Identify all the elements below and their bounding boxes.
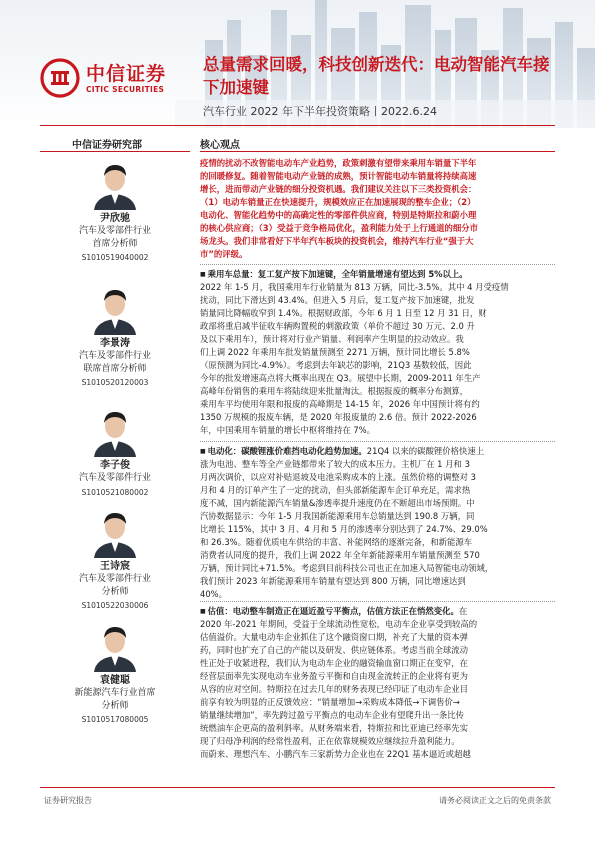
analyst-role: 汽车及零部件行业	[78, 351, 151, 361]
body-line: 高峰年份销售的乘用车将陆续迎来批量淘汰。根据报废的概率分布测算，	[200, 386, 468, 396]
analyst-photo	[92, 508, 138, 558]
analyst-name: 尹欣驰	[100, 213, 130, 224]
body-line: （原预测为同比-4.9%）。考虑到去年缺芯的影响，21Q3 基数较低，因此	[200, 360, 472, 370]
analyst-card	[40, 508, 190, 612]
body-line: 销量同比降幅收窄到 1.4%。根据财政部，今年 6 月 1 日至 12 月 31 日，财	[200, 308, 487, 318]
body-line: 乘用车平均使用年限和报废的高峰期是 14-15 年，2026 年中国预计将有约	[200, 399, 480, 409]
analyst-photo	[92, 622, 138, 672]
analyst-name: 王诗宸	[100, 561, 130, 572]
body-line: 及以下乘用车），预计将对行业产销量、利润率产生明显的拉动效应。我	[200, 334, 464, 344]
summary-line: 的回暖修复。随着智能电动产业链的成熟，预计智能电动车销量将持续高速	[200, 171, 477, 181]
analyst-name: 袁健聪	[100, 675, 130, 686]
body-line: 我们预计 2023 年新能源乘用车销量有望达到 800 万辆，同比增速达到	[200, 576, 466, 586]
body-line: 和 26.3%。随着优质电车供给的丰富、补能网络的逐渐完备，和新能源车	[200, 537, 473, 547]
body-line: 经营层面率先实现电动车业务盈亏平衡和自由现金流转正的企业将有更为	[200, 671, 468, 681]
analyst-role: 汽车及零部件行业	[78, 574, 151, 584]
body-line: 现了归母净利润的经常性盈利，正在依靠规模效应继续拉升盈利能力。	[200, 736, 460, 746]
body-line: 药，同时也扩充了自己的产能以及研发、供应链体系。考虑当前全球流动	[200, 645, 468, 655]
body-line: 估值溢价。大量电动车企业抓住了这个融资窗口期，补充了大量的资本弹	[200, 632, 468, 642]
body-line: 今年的批发增速高点将大概率出现在 Q3。展望中长期，2009-2011 年生产	[200, 373, 481, 383]
analyst-role: 汽车及零部件行业	[78, 473, 151, 483]
body-line: 前享有较为明显的正反馈效应：“销量增加→采购成本降低→下调售价→	[200, 697, 460, 707]
summary-line: 疫情的扰动不改智能电动车产业趋势，政策刺激有望带来乘用车销量下半年	[200, 158, 477, 168]
header-divider	[40, 125, 555, 126]
section-passenger-volume	[200, 268, 555, 437]
citic-logo	[40, 58, 166, 98]
research-dept-heading: 中信证券研究部	[72, 140, 142, 151]
body-line: 政部将重启减半征收车辆购置税的刺激政策（单价不超过 30 万元、2.0 升	[200, 321, 475, 331]
body-line: 们上调 2022 年乘用车批发销量预测至 2271 万辆，预计同比增长 5.8%	[200, 347, 470, 357]
body-line: 统燃油车企更高的盈利斜率。从财务端来看，特斯拉和比亚迪已经率先实	[200, 723, 468, 733]
summary-line: 电动化、智能化趋势中的高确定性的零部件供应商，特别是特斯拉和蔚小理	[200, 210, 477, 220]
analyst-name: 李景涛	[100, 338, 130, 349]
analyst-title: 分析师	[101, 700, 129, 711]
body-line: 从容的应对空间。特斯拉在过去几年的财务表现已经印证了电动车企业目	[200, 684, 468, 694]
right-column-divider	[200, 151, 555, 152]
section-lead: 电动化：碳酸锂涨价难挡电动化趋势加速。	[207, 446, 367, 456]
section-electrification	[200, 445, 555, 601]
footer-report-type: 证券研究报告	[44, 796, 92, 805]
section-divider	[200, 264, 555, 265]
analyst-name: 李子俊	[100, 460, 130, 471]
body-line: 21Q4 以来的碳酸锂价格快速上	[366, 446, 485, 456]
analyst-title: 联席首席分析师	[83, 363, 147, 374]
section-lead: 乘用车总量：复工复产按下加速键，全年销量增速有望达到 5%以上。	[207, 269, 468, 279]
analyst-photo	[92, 285, 138, 335]
analyst-title: 首席分析师	[92, 238, 138, 249]
footer-divider	[40, 787, 555, 788]
summary-paragraph	[200, 157, 555, 261]
summary-line: 的核心供应商；（3）受益于竞争格局优化，盈利能力处于上行通道的细分市	[200, 223, 479, 233]
analyst-license-id: S1010520120003	[81, 378, 149, 387]
analyst-card	[40, 407, 190, 499]
bullet-square-icon: ■	[200, 608, 206, 615]
report-title: 总量需求回暖，科技创新迭代：电动智能汽车接下加速键	[203, 55, 550, 97]
core-views-heading: 核心观点	[200, 140, 240, 151]
left-column-divider	[40, 151, 190, 152]
body-line: 度不减，国内新能源汽车销量&渗透率提升速度仍在不断超出市场预期。中	[200, 498, 475, 508]
citic-logo-mark-icon	[40, 58, 80, 98]
body-line: 比增长 115%，其中 3 月、4 月和 5 月的渗透率分别达到了 24.7%、29.0%	[200, 524, 488, 534]
body-line: 性正处于收紧进程，我们认为电动车企业的融资输血窗口期正在变窄，在	[200, 658, 468, 668]
section-lead: 估值：电动整车制造正在逼近盈亏平衡点，估值方法正在悄然变化。	[207, 606, 459, 616]
analyst-role: 汽车及零部件行业	[78, 226, 151, 236]
section-divider	[200, 441, 555, 442]
summary-line: （1）电动车销量正在快速提升，规模效应正在加速展现的整车企业；（2）	[200, 197, 476, 207]
analyst-card	[40, 285, 190, 389]
report-subtitle: 汽车行业 2022 年下半年投资策略丨2022.6.24	[203, 105, 437, 118]
body-line: 1350 万规模的报废车辆，是 2020 年报废量的 2.6 倍。预计 2022-2026	[200, 412, 477, 422]
body-line: 月和 4 月的订单产生了一定的扰动，但头部新能源车企订单充足，需求热	[200, 485, 471, 495]
analyst-role: 新能源汽车行业首席	[74, 688, 156, 698]
section-valuation	[200, 605, 555, 761]
analyst-card	[40, 160, 190, 264]
body-line: 2022 年 1-5 月，我国乘用车行业销量为 813 万辆，同比-3.5%。其中 4 月受疫情	[200, 282, 509, 292]
summary-line: 市”的评级。	[200, 249, 248, 259]
analyst-card	[40, 622, 190, 726]
footer-disclaimer-note: 请务必阅读正文之后的免责条款	[439, 796, 551, 805]
body-line: 消费者认同度的提升，我们上调 2022 年全年新能源乘用车销量预测至 570	[200, 550, 480, 560]
analyst-license-id: S1010517080005	[81, 715, 149, 724]
body-line: 万辆，预计同比+71.5%。考虑到目前科技公司也正在加速入局智能电动领域，	[200, 563, 494, 573]
logo-chinese-name: 中信证券	[86, 62, 167, 85]
body-line: 2020 年-2021 年期间，受益于全球流动性宽松，电动车企业享受到较高的	[200, 619, 478, 629]
body-line: 销量继续增加”，率先跨过盈亏平衡点的电动车企业有望爬升出一条比传	[200, 710, 464, 720]
analyst-title: 分析师	[101, 586, 129, 597]
analyst-photo	[92, 160, 138, 210]
bullet-square-icon: ■	[200, 448, 206, 455]
body-line: 月两次调价，以应对补贴退坡及电池采购成本的上涨。虽然价格的调整对 3	[200, 472, 476, 482]
logo-english-name: CITIC SECURITIES	[86, 84, 165, 94]
analyst-license-id: S1010521080002	[81, 487, 149, 497]
section-divider	[200, 601, 555, 602]
body-line: 40%。	[200, 589, 227, 599]
body-line: 涨为电池、整车等全产业链都带来了较大的成本压力。主机厂在 1 月和 3	[200, 459, 470, 469]
analyst-license-id: S1010522030006	[81, 601, 149, 610]
body-line: 年，中国乘用车销量的增长中枢将维持在 7%。	[200, 425, 376, 435]
body-line: 汽协数据显示：今年 1-5 月我国新能源乘用车总销量达到 190.8 万辆，同	[200, 511, 475, 521]
summary-line: 场龙头。我们非常看好下半年汽车板块的投资机会，维持汽车行业“强于大	[200, 236, 474, 246]
body-line: 扰动，同比下滑达到 43.4%。但进入 5 月后，复工复产按下加速键，批发	[200, 295, 475, 305]
body-line: 在	[458, 606, 468, 616]
bullet-square-icon: ■	[200, 271, 206, 278]
analyst-photo	[92, 407, 138, 457]
analyst-license-id: S1010519040002	[81, 253, 149, 262]
summary-line: 增长，进而带动产业链的细分投资机遇。我们建议关注以下三类投资机会：	[200, 184, 477, 194]
body-line: 而蔚来、理想汽车、小鹏汽车三家新势力企业也在 22Q1 基本逼近或超越	[200, 749, 471, 759]
